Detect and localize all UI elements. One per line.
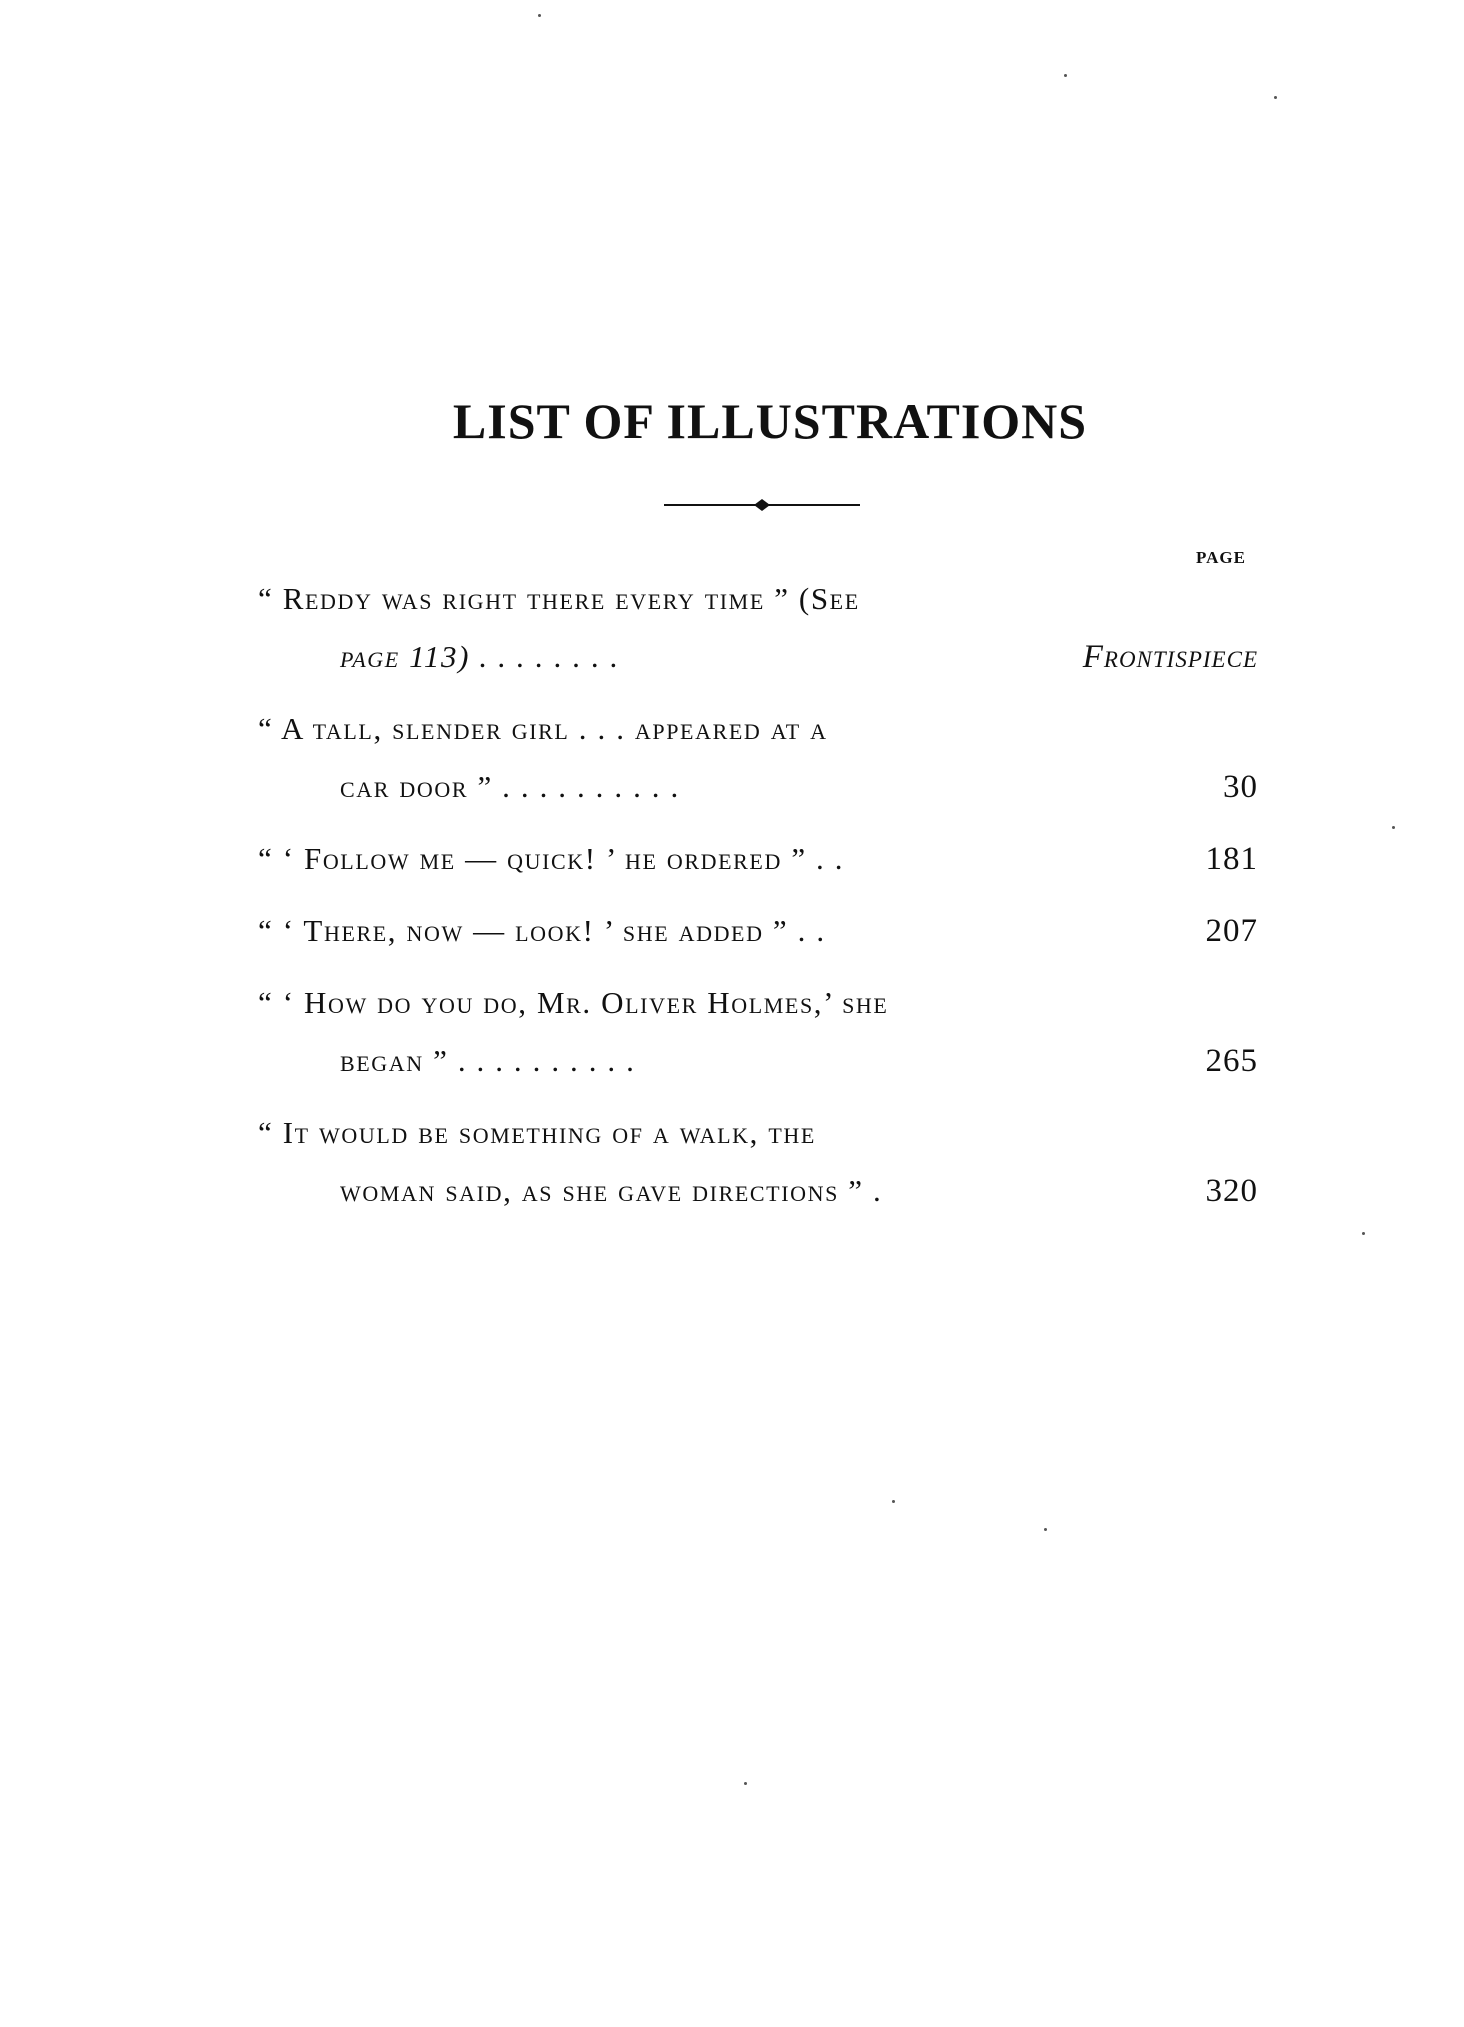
speck (892, 1500, 895, 1503)
speck (538, 14, 541, 17)
entry-line: “ Reddy was right there every time ” (See (258, 581, 860, 616)
list-item (258, 570, 1258, 686)
entry-line (258, 1162, 1258, 1220)
page-title: LIST OF ILLUSTRATIONS (452, 393, 1088, 449)
illustration-list (258, 570, 1258, 1234)
entry-page-number: 265 (1205, 1043, 1258, 1079)
entry-line (258, 830, 1258, 888)
entry-text: car door ” . . . . . . . . . . (340, 769, 680, 804)
divider-ornament (664, 498, 860, 512)
entry-line (258, 902, 1258, 960)
entry-line (258, 1032, 1258, 1090)
speck (744, 1782, 747, 1785)
entry-page-number: 320 (1205, 1173, 1258, 1209)
entry-line (258, 628, 1258, 686)
page-column-heading: PAGE (1196, 548, 1246, 567)
list-item (258, 974, 1258, 1090)
speck (1362, 1232, 1365, 1235)
speck (1274, 96, 1277, 99)
list-item (258, 902, 1258, 960)
entry-text: page 113) . . . . . . . . (340, 639, 620, 674)
entry-text: “ ‘ Follow me — quick! ’ he ordered ” . . (258, 841, 845, 876)
list-item (258, 830, 1258, 888)
speck (1044, 1528, 1047, 1531)
entry-line (258, 758, 1258, 816)
entry-text: woman said, as she gave directions ” . (340, 1173, 883, 1208)
entry-page-number: 30 (1223, 769, 1258, 805)
entry-line: “ A tall, slender girl . . . appeared at a (258, 711, 828, 746)
list-item (258, 1104, 1258, 1220)
entry-line: “ ‘ How do you do, Mr. Oliver Holmes,’ she (258, 985, 889, 1020)
entry-page-number: 181 (1205, 841, 1258, 877)
entry-text: “ ‘ There, now — look! ’ she added ” . . (258, 913, 826, 948)
entry-text: began ” . . . . . . . . . . (340, 1043, 636, 1078)
entry-line: “ It would be something of a walk, the (258, 1115, 816, 1150)
entry-page-number: Frontispiece (1082, 639, 1258, 675)
list-item (258, 700, 1258, 816)
entry-page-number: 207 (1205, 913, 1258, 949)
speck (1392, 826, 1395, 829)
speck (1064, 74, 1067, 77)
